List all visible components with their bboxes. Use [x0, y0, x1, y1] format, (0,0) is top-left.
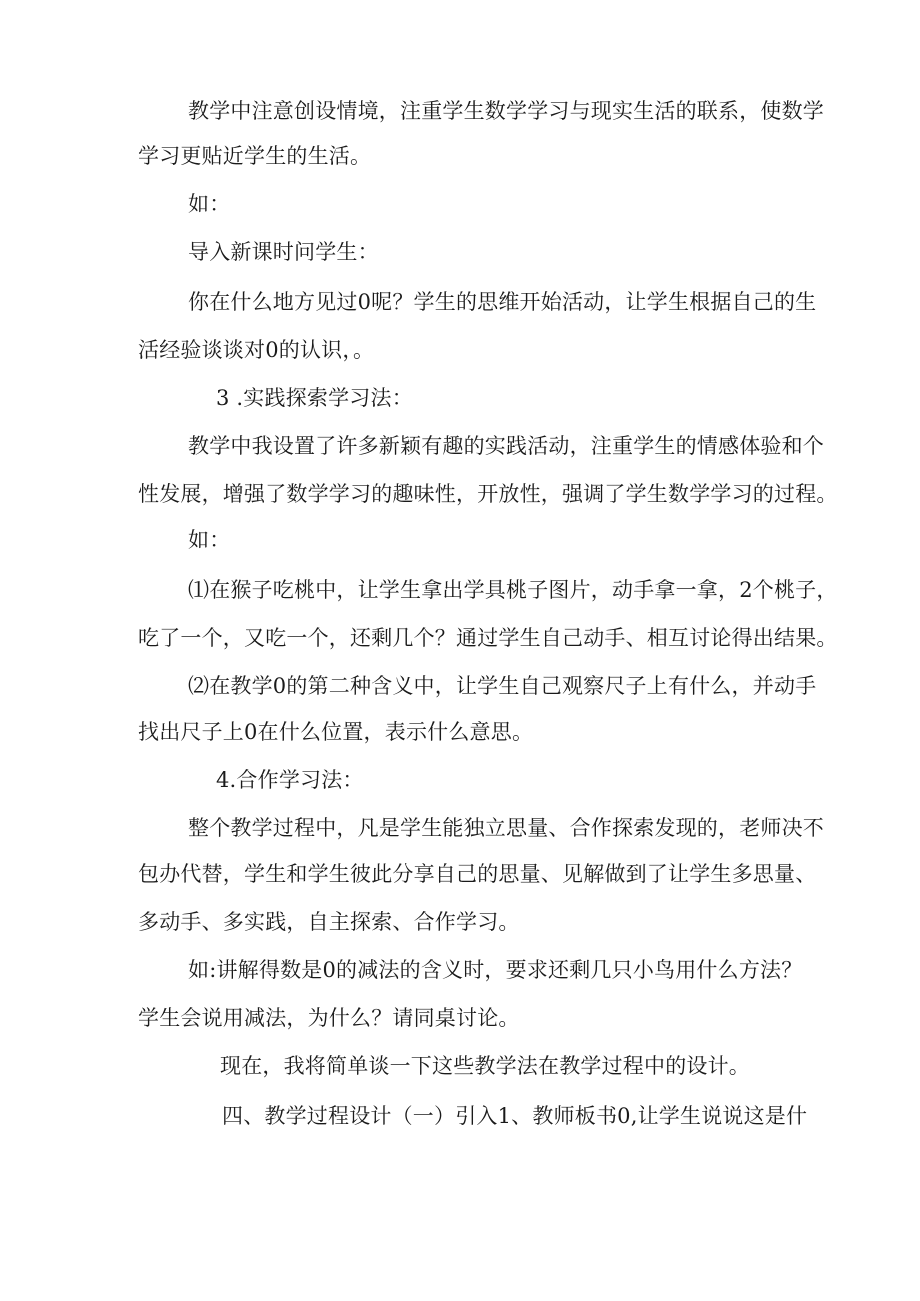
text-line: ⑴在猴子吃桃中，让学生拿出学具桃子图片，动手拿一拿，2个桃子，: [188, 578, 838, 602]
section-heading: 3 .实践探索学习法：: [216, 386, 413, 410]
text-line: 学习更贴近学生的生活。: [138, 144, 372, 168]
text-line: ⑵在教学0的第二种含义中，让学生自己观察尺子上有什么，并动手: [188, 674, 817, 698]
text-line: 学生会说用减法，为什么？请同桌讨论。: [138, 1006, 520, 1030]
text-line: 教学中我设置了许多新颖有趣的实践活动，注重学生的情感体验和个: [188, 434, 824, 458]
text-line: 你在什么地方见过0呢？学生的思维开始活动，让学生根据自己的生: [188, 290, 817, 314]
text-line: 整个教学过程中，凡是学生能独立思量、合作探索发现的，老师决不: [188, 816, 824, 840]
text-line: 导入新课时问学生：: [188, 240, 379, 264]
text-line: 现在，我将简单谈一下这些教学法在教学过程中的设计。: [220, 1054, 750, 1078]
text-line: 找出尺子上0在什么位置，表示什么意思。: [138, 720, 534, 744]
text-line: 如:讲解得数是0的减法的含义时，要求还剩几只小鸟用什么方法？: [188, 958, 803, 982]
text-line: 教学中注意创设情境，注重学生数学学习与现实生活的联系，使数学: [188, 99, 824, 123]
text-line: 多动手、多实践，自主探索、合作学习。: [138, 910, 520, 934]
section-heading: 四、教学过程设计（一）引入1、教师板书0,让学生说说这是什: [222, 1104, 808, 1128]
text-line: 如：: [188, 528, 231, 552]
text-line: 包办代替，学生和学生彼此分享自己的思量、见解做到了让学生多思量、: [138, 862, 817, 886]
text-line: 活经验谈谈对0的认识，。: [138, 338, 375, 362]
text-line: 性发展，增强了数学学习的趣味性，开放性，强调了学生数学学习的过程。: [138, 482, 838, 506]
section-heading: 4.合作学习法：: [216, 768, 364, 792]
text-line: 吃了一个，又吃一个，还剩几个？通过学生自己动手、相互讨论得出结果。: [138, 626, 838, 650]
text-line: 如：: [188, 192, 231, 216]
